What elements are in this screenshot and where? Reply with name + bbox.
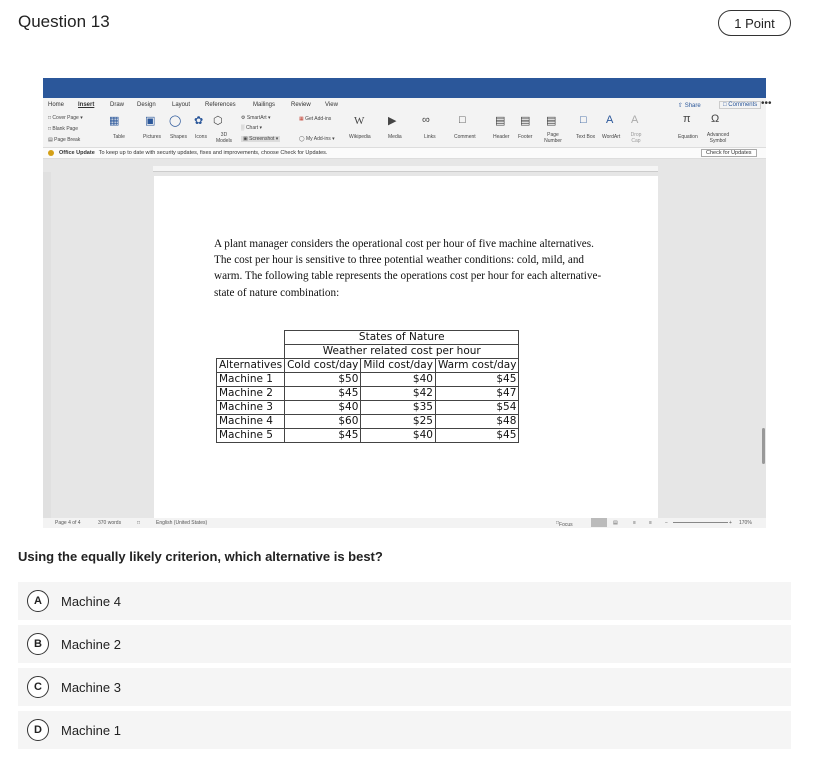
- page-break-label: Page Break: [54, 137, 81, 143]
- print-layout-icon[interactable]: [591, 518, 607, 527]
- focus-button[interactable]: □ Focus: [556, 520, 573, 528]
- table-cell: $48: [435, 415, 518, 429]
- table-label: Table: [113, 134, 125, 140]
- column-header: Alternatives: [217, 359, 285, 373]
- table-header-weather: Weather related cost per hour: [285, 345, 519, 359]
- vertical-scrollbar[interactable]: [762, 428, 765, 464]
- zoom-in-icon[interactable]: +: [729, 520, 732, 526]
- outline-icon[interactable]: ≡: [633, 520, 636, 526]
- screenshot-button[interactable]: ▣ Screenshot ▾: [243, 136, 279, 142]
- table-header-states: States of Nature: [285, 331, 519, 345]
- points-badge: 1 Point: [718, 10, 791, 36]
- table-cell: $50: [285, 373, 361, 387]
- question-prompt: Using the equally likely criterion, which alternative is best?: [18, 549, 383, 564]
- language-indicator[interactable]: English (United States): [156, 520, 208, 526]
- zoom-slider[interactable]: [673, 522, 728, 523]
- ribbon-tabs: [43, 98, 772, 112]
- table-icon[interactable]: ▦: [109, 115, 120, 127]
- tab-references[interactable]: References: [205, 102, 236, 108]
- icons-icon[interactable]: ✿: [194, 115, 204, 127]
- option-letter: C: [27, 676, 49, 698]
- table-row: [217, 387, 519, 401]
- option-c[interactable]: [18, 668, 791, 706]
- vertical-ruler[interactable]: [43, 172, 51, 518]
- get-addins-button[interactable]: ▦ Get Add-ins: [299, 116, 332, 122]
- option-b[interactable]: [18, 625, 791, 663]
- chart-label: Chart: [245, 125, 259, 131]
- icons-label: Icons: [195, 134, 207, 140]
- comments-button[interactable]: □ Comments: [719, 101, 761, 109]
- table-row: [217, 429, 519, 443]
- update-title: Office Update: [59, 150, 95, 156]
- option-letter: A: [27, 590, 49, 612]
- screenshot-label: Screenshot: [249, 136, 275, 142]
- shapes-label: Shapes: [170, 134, 187, 140]
- text-box-label: Text Box: [576, 134, 596, 140]
- media-icon[interactable]: ▶: [388, 115, 397, 127]
- document-page[interactable]: [154, 176, 658, 518]
- tab-view[interactable]: View: [325, 102, 338, 108]
- column-header: Cold cost/day: [285, 359, 361, 373]
- cost-table: [216, 330, 519, 443]
- check-for-updates-button[interactable]: Check for Updates: [701, 149, 757, 157]
- horizontal-ruler[interactable]: [153, 166, 658, 172]
- wikipedia-label: Wikipedia: [349, 134, 371, 140]
- more-icon[interactable]: •••: [761, 98, 772, 109]
- update-warning-icon: [48, 150, 54, 156]
- table-cell: Machine 4: [217, 415, 285, 429]
- option-label: Machine 3: [61, 679, 121, 695]
- page-number-icon[interactable]: ▤: [546, 115, 557, 127]
- blank-page-button[interactable]: □ Blank Page: [48, 126, 78, 132]
- option-d[interactable]: [18, 711, 791, 749]
- option-label: Machine 4: [61, 593, 121, 609]
- word-titlebar: [43, 78, 766, 98]
- option-label: Machine 1: [61, 722, 121, 738]
- page-break-button[interactable]: ▤ Page Break: [48, 137, 81, 143]
- table-blank-cell: [217, 345, 285, 359]
- text-box-icon[interactable]: □: [580, 114, 587, 126]
- equation-label: Equation: [678, 134, 698, 140]
- table-cell: Machine 1: [217, 373, 285, 387]
- table-cell: Machine 5: [217, 429, 285, 443]
- word-screenshot: [43, 78, 772, 528]
- option-a[interactable]: [18, 582, 791, 620]
- focus-label: Focus: [559, 522, 573, 528]
- cover-page-button[interactable]: □ Cover Page ▾: [48, 115, 83, 121]
- footer-label: Footer: [518, 134, 533, 140]
- page-count[interactable]: Page 4 of 4: [55, 520, 81, 526]
- my-addins-label: My Add-ins: [306, 136, 331, 142]
- option-label: Machine 2: [61, 636, 121, 652]
- table-cell: $54: [435, 401, 518, 415]
- table-cell: $42: [361, 387, 436, 401]
- table-cell: $45: [435, 429, 518, 443]
- symbol-icon[interactable]: Ω: [711, 113, 720, 125]
- models-3d-label: 3D Models: [215, 132, 233, 144]
- chart-button[interactable]: ░ Chart ▾: [241, 125, 263, 131]
- web-layout-icon[interactable]: ▤: [613, 520, 618, 526]
- media-label: Media: [388, 134, 402, 140]
- draft-icon[interactable]: ≡: [649, 520, 652, 526]
- column-header: Warm cost/day: [435, 359, 518, 373]
- wordart-icon[interactable]: A: [606, 114, 614, 126]
- tab-home[interactable]: Home: [48, 102, 65, 108]
- tab-layout[interactable]: Layout: [172, 102, 191, 108]
- table-cell: $25: [361, 415, 436, 429]
- page-number-label: Page Number: [544, 132, 562, 144]
- comment-icon[interactable]: □: [459, 114, 466, 126]
- cover-page-label: Cover Page: [52, 115, 79, 121]
- table-header-row: [217, 359, 519, 373]
- models-3d-icon[interactable]: ⬡: [213, 115, 223, 127]
- tab-mailings[interactable]: Mailings: [253, 102, 276, 108]
- status-bar: [43, 518, 766, 528]
- option-letter: D: [27, 719, 49, 741]
- links-icon[interactable]: ∞: [422, 114, 430, 126]
- smartart-label: SmartArt: [246, 115, 267, 121]
- tab-review[interactable]: Review: [291, 102, 311, 108]
- zoom-level[interactable]: 170%: [739, 520, 752, 526]
- tab-draw[interactable]: Draw: [110, 102, 125, 108]
- shapes-icon[interactable]: ◯: [169, 115, 182, 127]
- table-cell: Machine 3: [217, 401, 285, 415]
- footer-icon[interactable]: ▤: [520, 115, 531, 127]
- zoom-out-icon[interactable]: −: [665, 520, 668, 526]
- pictures-label: Pictures: [143, 134, 162, 140]
- links-label: Links: [424, 134, 436, 140]
- ribbon-insert: [43, 112, 766, 148]
- table-cell: $35: [361, 401, 436, 415]
- equation-icon[interactable]: π: [683, 113, 691, 125]
- tab-insert[interactable]: Insert: [78, 102, 95, 108]
- table-cell: $40: [361, 373, 436, 387]
- blank-page-label: Blank Page: [52, 126, 78, 132]
- share-label: Share: [684, 103, 701, 109]
- smartart-button[interactable]: ⚙ SmartArt ▾: [241, 115, 271, 121]
- get-addins-label: Get Add-ins: [305, 116, 332, 122]
- my-addins-button[interactable]: ◯ My Add-ins ▾: [299, 136, 335, 142]
- table-cell: $60: [285, 415, 361, 429]
- table-row: [217, 415, 519, 429]
- update-message: [59, 150, 327, 156]
- table-cell: $45: [285, 387, 361, 401]
- wordart-label: WordArt: [602, 134, 621, 140]
- update-text: To keep up to date with security updates, fixes and improvements, choose Check for Updates.: [98, 150, 328, 156]
- table-cell: $47: [435, 387, 518, 401]
- table-row: [217, 373, 519, 387]
- document-paragraph: A plant manager considers the operational cost per hour of five machine alternatives. The cost per hour is sensitive to three potential weather conditions: cold, mild, and warm. The following table represents the operations cost per hour for each alternative-state of nature combination:: [214, 238, 602, 299]
- option-letter: B: [27, 633, 49, 655]
- office-update-bar: [43, 148, 766, 159]
- share-button[interactable]: ⇧ Share: [678, 103, 701, 109]
- header-label: Header: [493, 134, 510, 140]
- tab-design[interactable]: Design: [137, 102, 156, 108]
- question-title: Question 13: [18, 12, 110, 31]
- comments-label: Comments: [728, 102, 758, 108]
- word-count[interactable]: 370 words: [98, 520, 122, 526]
- table-blank-cell: [217, 331, 285, 345]
- table-cell: $40: [285, 401, 361, 415]
- wikipedia-icon[interactable]: W: [354, 115, 365, 127]
- table-cell: Machine 2: [217, 387, 285, 401]
- column-header: Mild cost/day: [361, 359, 436, 373]
- drop-cap-icon[interactable]: A: [631, 114, 639, 126]
- table-cell: $45: [435, 373, 518, 387]
- advanced-symbol-label: Advanced Symbol: [706, 132, 730, 144]
- pictures-icon[interactable]: ▣: [145, 115, 156, 127]
- header-icon[interactable]: ▤: [495, 115, 506, 127]
- comment-label: Comment: [454, 134, 476, 140]
- table-cell: $40: [361, 429, 436, 443]
- table-row: [217, 401, 519, 415]
- proofing-icon[interactable]: □: [137, 520, 141, 526]
- drop-cap-label: Drop Cap: [630, 132, 642, 144]
- table-cell: $45: [285, 429, 361, 443]
